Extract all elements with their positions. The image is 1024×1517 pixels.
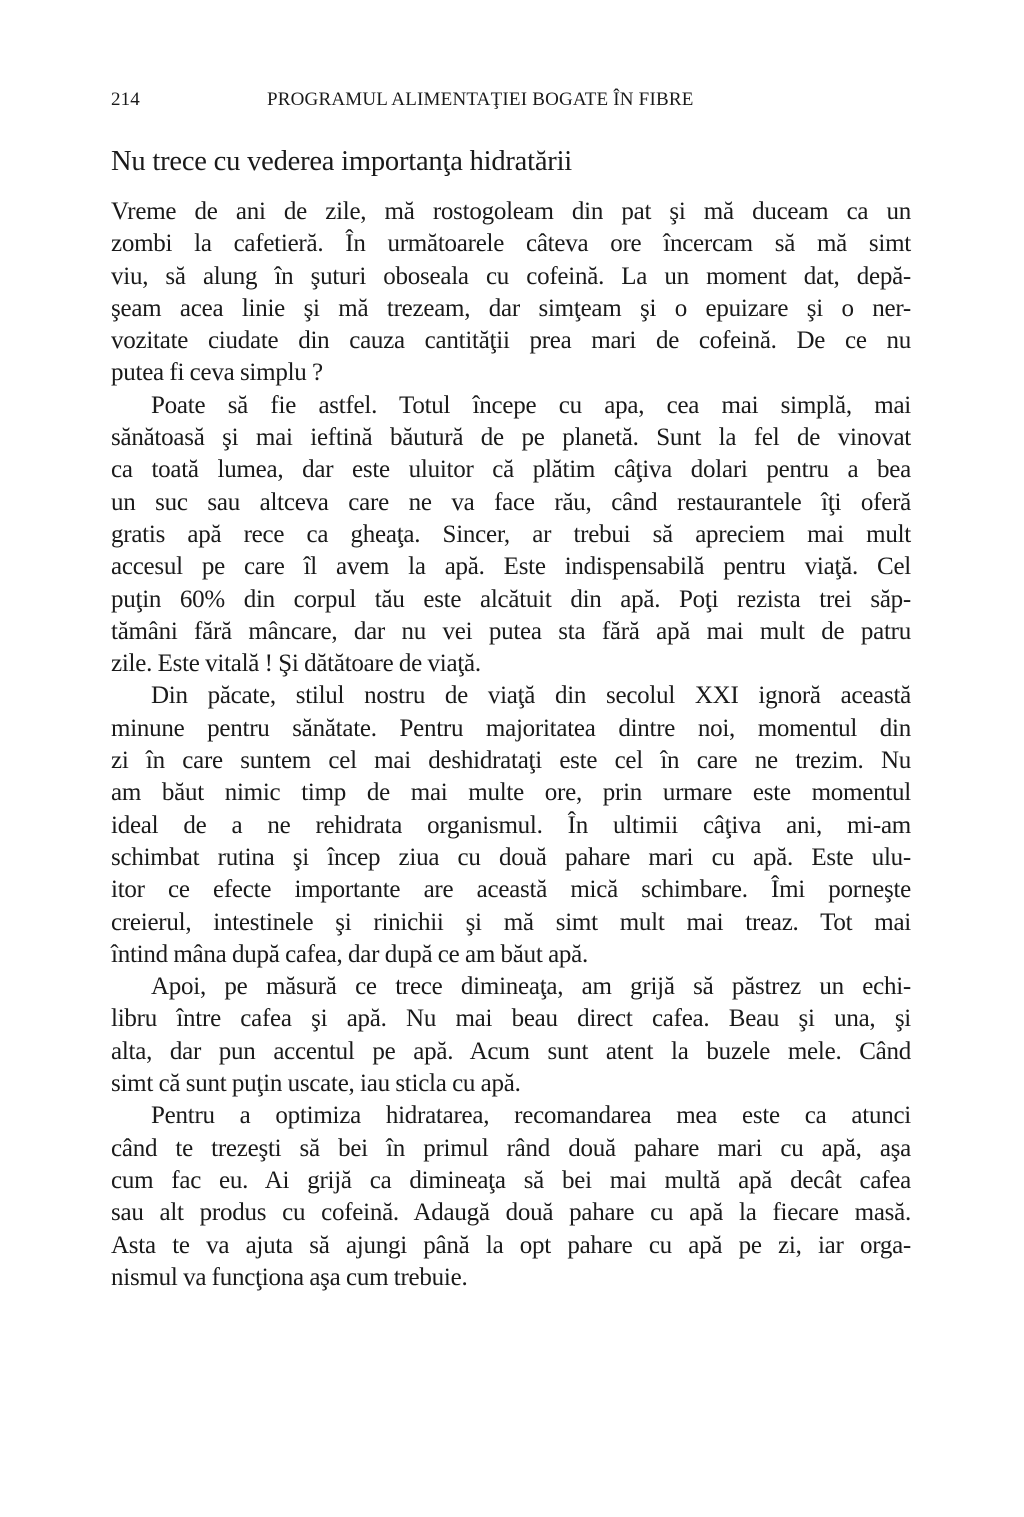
text-line: întind mâna după cafea, dar după ce am băut apă. xyxy=(111,940,589,968)
text-line: ideal de a ne rehidrata organismul. În ultimii câţiva ani, mi-am xyxy=(111,811,911,839)
text-line: sănătoasă şi mai ieftină băutură de pe planetă. Sunt la fel de vinovat xyxy=(111,424,911,452)
text-line: ca toată lumea, dar este uluitor că plătim câţiva dolari pentru a bea xyxy=(111,456,911,484)
running-title: PROGRAMUL ALIMENTAŢIEI BOGATE ÎN FIBRE xyxy=(267,89,694,110)
text-line: nismul va funcţiona aşa cum trebuie. xyxy=(111,1263,468,1291)
text-line: accesul pe care îl avem la apă. Este indispensabilă pentru viaţă. Cel xyxy=(111,553,911,581)
text-line: Din păcate, stilul nostru de viaţă din secolul XXI ignoră această xyxy=(151,682,911,710)
text-line: tămâni fără mâncare, dar nu vei putea sta fără apă mai mult de patru xyxy=(111,617,911,645)
text-line: puţin 60% din corpul tău este alcătuit din apă. Poţi rezista trei săp- xyxy=(111,585,911,613)
text-line: gratis apă rece ca gheaţa. Sincer, ar trebui să apreciem mai mult xyxy=(111,520,911,548)
text-line: zile. Este vitală ! Şi dătătoare de viaţă. xyxy=(111,650,481,678)
text-line: şeam acea linie şi mă trezeam, dar simţeam şi o epuizare şi o ner- xyxy=(111,294,911,322)
text-line: schimbat rutina şi încep ziua cu două pahare mari cu apă. Este ulu- xyxy=(111,843,911,871)
paragraph xyxy=(111,1100,911,1294)
text-line: minune pentru sănătate. Pentru majoritatea dintre noi, momentul din xyxy=(111,714,911,742)
text-line: Poate să fie astfel. Totul începe cu apa, cea mai simplă, mai xyxy=(151,391,911,419)
text-line: zi în care suntem cel mai deshidrataţi este cel în care ne trezim. Nu xyxy=(111,747,911,775)
text-line: sau alt produs cu cofeină. Adaugă două pahare cu apă la fiecare masă. xyxy=(111,1199,911,1227)
text-line: am băut nimic timp de mai multe ore, prin urmare este momentul xyxy=(111,779,911,807)
paragraph xyxy=(111,390,911,681)
body-text xyxy=(111,196,911,1294)
text-line: Apoi, pe măsură ce trece dimineaţa, am grijă să păstrez un echi- xyxy=(151,973,911,1001)
section-heading: Nu trece cu vederea importanţa hidratării xyxy=(111,146,573,177)
paragraph xyxy=(111,680,911,971)
text-line: Vreme de ani de zile, mă rostogoleam din pat şi mă duceam ca un xyxy=(111,198,911,225)
text-line: Pentru a optimiza hidratarea, recomandarea mea este ca atunci xyxy=(151,1102,911,1130)
text-line: zombi la cafetieră. În următoarele câteva ore încercam să mă simt xyxy=(111,230,911,258)
text-line: Asta te va ajuta să ajungi până la opt pahare cu apă pe zi, iar orga- xyxy=(111,1231,911,1259)
text-line: viu, să alung în şuturi oboseala cu cofeină. La un moment dat, depă- xyxy=(111,262,911,290)
running-header xyxy=(111,87,911,113)
paragraph xyxy=(111,196,911,390)
text-line: creierul, intestinele şi rinichii şi mă simt mult mai treaz. Tot mai xyxy=(111,908,911,936)
text-line: putea fi ceva simplu ? xyxy=(111,359,323,387)
text-line: un suc sau altceva care ne va face rău, când restaurantele îţi oferă xyxy=(111,488,911,516)
text-line: simt că sunt puţin uscate, iau sticla cu apă. xyxy=(111,1070,521,1098)
text-line: itor ce efecte importante are această mică schimbare. Îmi porneşte xyxy=(111,876,911,904)
text-line: cum fac eu. Ai grijă ca dimineaţa să bei mai multă apă decât cafea xyxy=(111,1166,911,1194)
text-line: vozitate ciudate din cauza cantităţii prea mari de cofeină. De ce nu xyxy=(111,327,911,355)
text-line: alta, dar pun accentul pe apă. Acum sunt atent la buzele mele. Când xyxy=(111,1037,911,1065)
text-line: când te trezeşti să bei în primul rând două pahare mari cu apă, aşa xyxy=(111,1134,911,1162)
page-number: 214 xyxy=(111,89,140,110)
text-line: libru între cafea şi apă. Nu mai beau direct cafea. Beau şi una, şi xyxy=(111,1005,911,1033)
paragraph xyxy=(111,971,911,1100)
